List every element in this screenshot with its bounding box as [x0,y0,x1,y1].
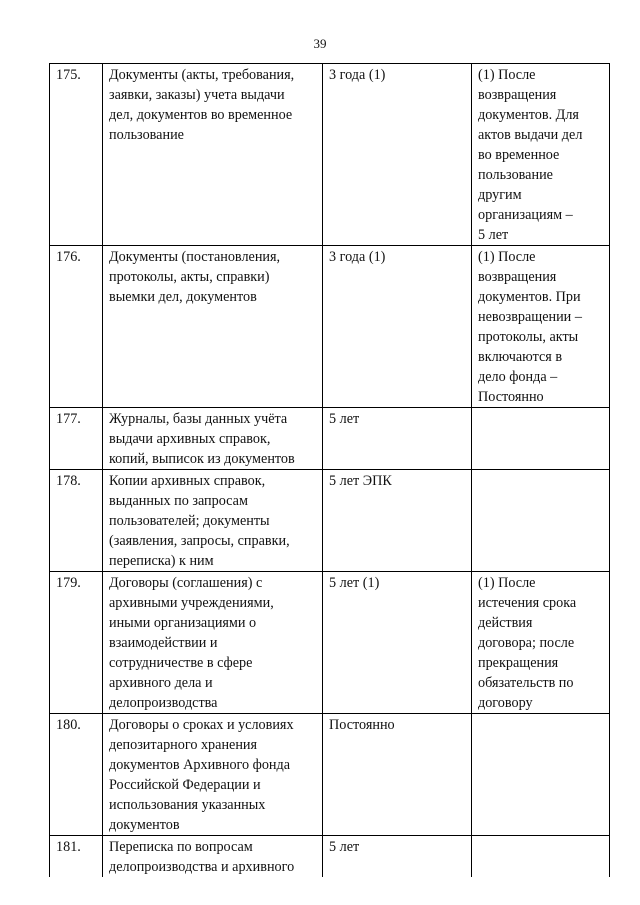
document-table [49,63,610,877]
retention-term-cell [323,836,472,878]
name-line: Переписка по вопросам [109,839,253,855]
term-line: 5 лет [329,839,360,855]
note-line: 5 лет [478,227,509,243]
note-cell [472,408,610,470]
name-line: иными организациями о [109,615,257,631]
table-row [50,408,610,470]
note-line: организациям – [478,207,573,223]
row-number: 181. [50,836,103,878]
retention-term-cell [323,714,472,836]
note-line: возвращения [478,87,557,103]
name-line: документов [109,817,180,833]
name-line: Копии архивных справок, [109,473,266,489]
table-row [50,836,610,878]
note-line: договору [478,695,533,711]
note-cell [472,246,610,408]
note-line: документов. При [478,289,581,305]
note-cell [472,836,610,878]
table-row [50,470,610,572]
table-row [50,64,610,246]
name-line: переписка) к ним [109,553,214,569]
note-line: (1) После [478,67,536,83]
table-row [50,714,610,836]
note-line: договора; после [478,635,575,651]
term-line: Постоянно [329,717,395,733]
note-line: пользование [478,167,553,183]
name-line: дел, документов во временное [109,107,293,123]
row-number: 177. [50,408,103,470]
document-name-cell [103,572,323,714]
note-line: невозвращении – [478,309,582,325]
name-line: документов Архивного фонда [109,757,291,773]
note-line: Постоянно [478,389,544,405]
name-line: протоколы, акты, справки) [109,269,270,285]
note-line: актов выдачи дел [478,127,583,143]
document-name-cell [103,246,323,408]
note-line: протоколы, акты [478,329,579,345]
row-number: 178. [50,470,103,572]
note-line: истечения срока [478,595,577,611]
term-line: 5 лет ЭПК [329,473,392,489]
document-name-cell [103,64,323,246]
note-cell [472,64,610,246]
name-line: копий, выписок из документов [109,451,295,467]
term-line: 3 года (1) [329,249,386,265]
note-line: другим [478,187,522,203]
name-line: Документы (акты, требования, [109,67,295,83]
retention-term-cell [323,572,472,714]
document-name-cell [103,836,323,878]
note-cell [472,470,610,572]
note-line: документов. Для [478,107,579,123]
page-number: 39 [313,36,327,51]
name-line: Документы (постановления, [109,249,281,265]
name-line: делопроизводства и архивного [109,859,295,875]
name-line: делопроизводства [109,695,218,711]
table-body [50,64,610,878]
retention-term-cell [323,408,472,470]
name-line: выданных по запросам [109,493,248,509]
retention-term-cell [323,246,472,408]
name-line: сотрудничестве в сфере [109,655,253,671]
retention-term-cell [323,64,472,246]
note-cell [472,714,610,836]
note-line: (1) После [478,249,536,265]
name-line: (заявления, запросы, справки, [109,533,290,549]
name-line: заявки, заказы) учета выдачи [109,87,285,103]
table-row [50,246,610,408]
document-name-cell [103,714,323,836]
term-line: 3 года (1) [329,67,386,83]
term-line: 5 лет (1) [329,575,380,591]
table-row [50,572,610,714]
note-line: (1) После [478,575,536,591]
note-line: действия [478,615,533,631]
retention-term-cell [323,470,472,572]
row-number: 179. [50,572,103,714]
note-line: дело фонда – [478,369,558,385]
note-cell [472,572,610,714]
name-line: пользователей; документы [109,513,270,529]
document-name-cell [103,408,323,470]
row-number: 175. [50,64,103,246]
row-number: 176. [50,246,103,408]
note-line: возвращения [478,269,557,285]
note-line: прекращения [478,655,559,671]
name-line: Договоры о сроках и условиях [109,717,294,733]
name-line: архивного дела и [109,675,213,691]
name-line: взаимодействии и [109,635,218,651]
note-line: во временное [478,147,560,163]
row-number: 180. [50,714,103,836]
name-line: выдачи архивных справок, [109,431,271,447]
name-line: Договоры (соглашения) с [109,575,263,591]
name-line: депозитарного хранения [109,737,258,753]
name-line: пользование [109,127,184,143]
name-line: Журналы, базы данных учёта [109,411,288,427]
name-line: Российской Федерации и [109,777,261,793]
name-line: архивными учреждениями, [109,595,274,611]
name-line: использования указанных [109,797,266,813]
name-line: выемки дел, документов [109,289,257,305]
note-line: обязательств по [478,675,574,691]
term-line: 5 лет [329,411,360,427]
note-line: включаются в [478,349,563,365]
document-name-cell [103,470,323,572]
